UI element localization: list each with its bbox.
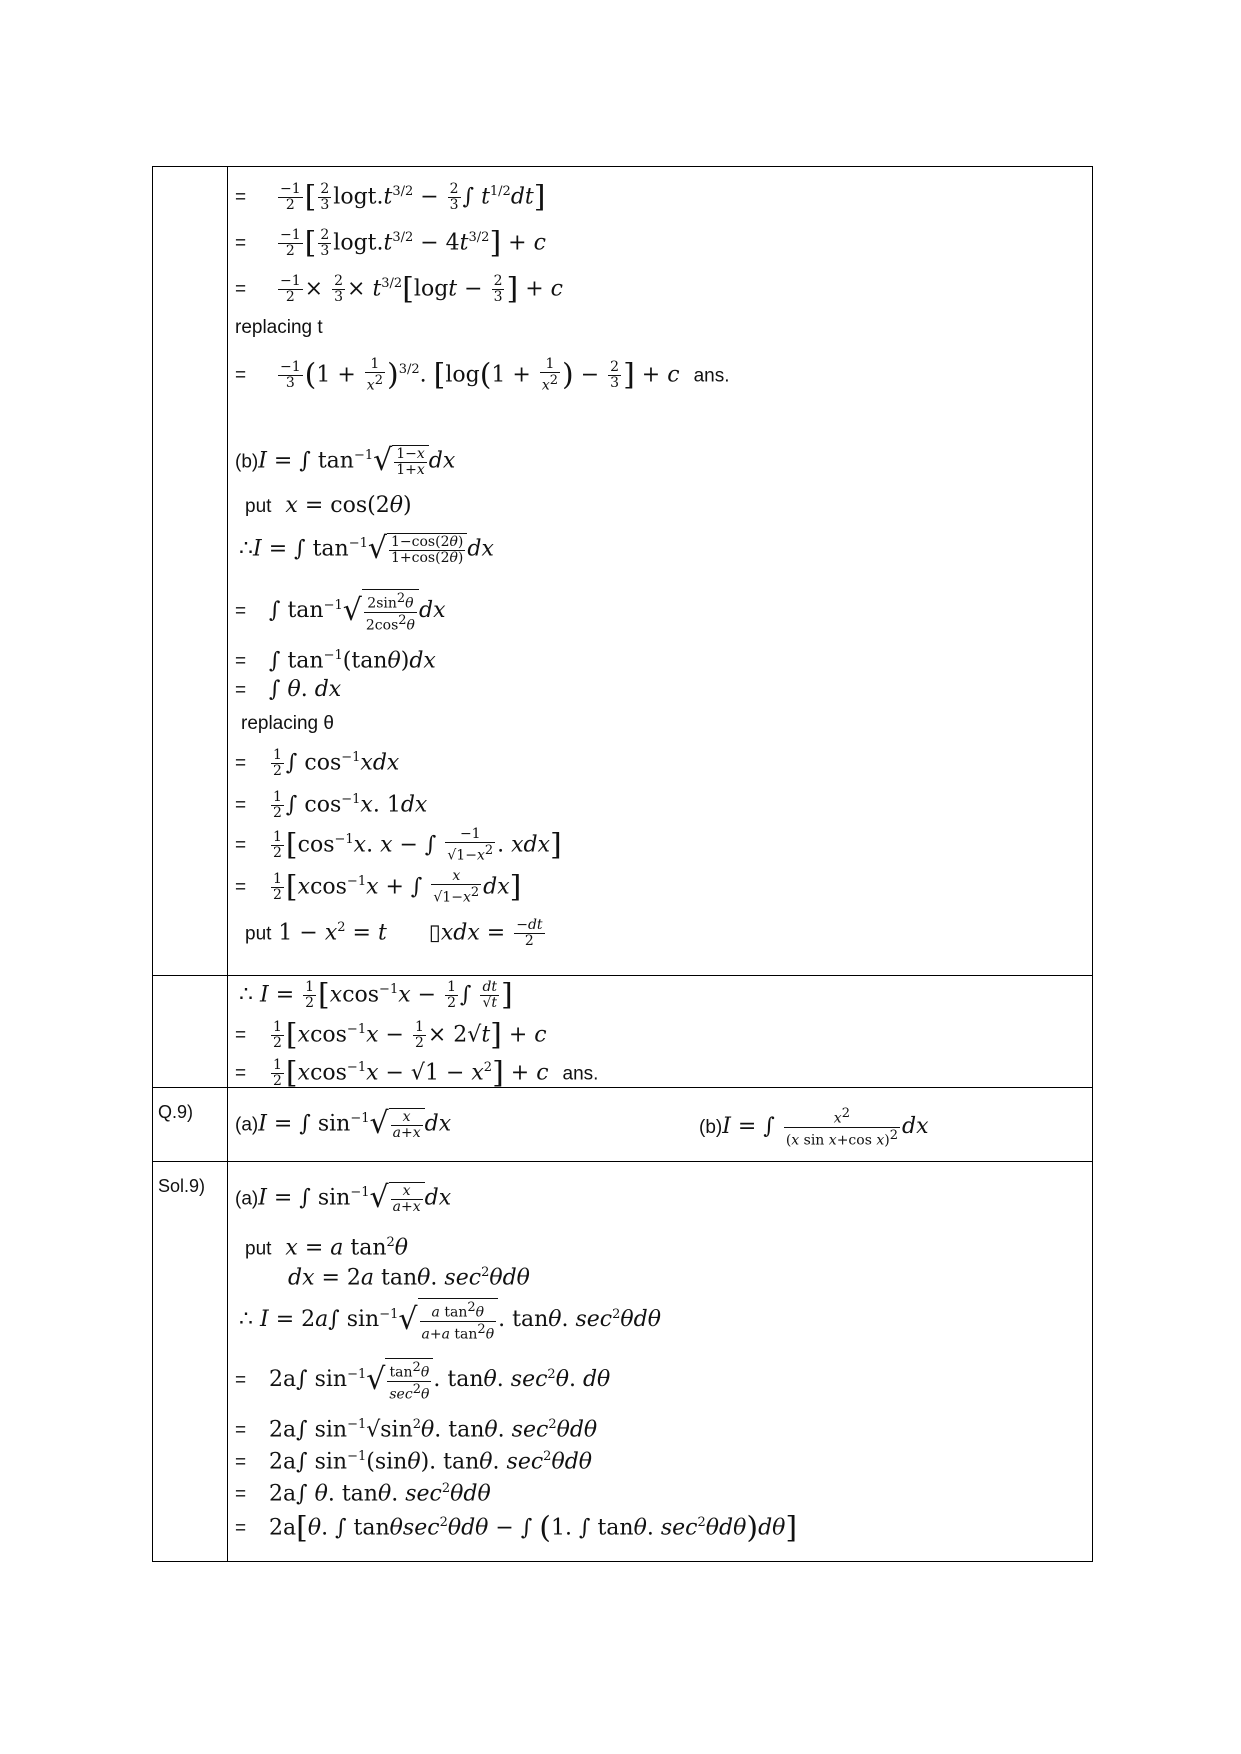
- put-label: put: [245, 496, 272, 517]
- ans-label: ans.: [562, 1063, 599, 1085]
- row-label: Sol.9): [158, 1176, 206, 1196]
- equals-sign: =: [235, 1452, 247, 1474]
- question-part-a: (a)I = ∫ $\sin^{-1}$ √ $\frac{x}{a+x}$ dx: [235, 1106, 452, 1142]
- equals-sign: =: [235, 365, 247, 387]
- equals-sign: =: [235, 1025, 247, 1047]
- replacing-theta-text: replacing θ: [241, 713, 334, 734]
- row-label-cell: [153, 1162, 228, 1561]
- equals-sign: =: [235, 1484, 247, 1506]
- equals-sign: =: [235, 1063, 247, 1085]
- row-label-cell: [153, 1088, 228, 1161]
- equation-line: = $\frac{-1}{3}$ (1 + $\frac{1}{x^2}$ )$^{3/2}$. [log(1 + $\frac{1}{x^2}$ ) − $\frac{2}{3}$ ] + c ans.: [235, 356, 730, 394]
- put-label: put: [245, 1238, 272, 1260]
- put-label: put: [245, 923, 272, 945]
- equation-line: = ∫ θ. dx: [235, 677, 342, 702]
- equals-sign: =: [235, 601, 247, 623]
- equation-line: ∴ I = $\frac{1}{2}$ [xcos$^{-1}$x − $\frac{1}{2}$ ∫ $\frac{dt}{√t}$ ]: [239, 977, 513, 1013]
- equation-line: = 2a∫ θ. tanθ. $\sec^2\theta d\theta$: [235, 1481, 491, 1507]
- row-1-overflow: [152, 166, 1093, 976]
- equals-sign: =: [235, 680, 247, 701]
- table-row-continuation: [152, 975, 1093, 1091]
- row-label: Q.9): [158, 1102, 194, 1122]
- table-row: [152, 1087, 1093, 1162]
- equation-line: (b)I = ∫ $\tan^{-1}$ √ $\frac{1-x}{1+x}$ dx: [235, 443, 456, 479]
- equation-line: = $\frac{1}{2}$ $[xcos^{-1}x - √1 - x^2] + c$ ans.: [235, 1055, 599, 1091]
- equation-line: = 2a∫ $\sin^{-1}√\sin^2\theta$. tanθ. $\sec^2\theta d\theta$: [235, 1417, 598, 1443]
- replacing-t-text: replacing t: [235, 317, 323, 338]
- part-b-label: (b): [699, 1117, 723, 1139]
- part-a-label: (a): [235, 1114, 259, 1136]
- equation-line: (a)I = ∫ $\sin^{-1}$ √ $\frac{x}{a+x}$ dx: [235, 1180, 452, 1216]
- equals-sign: =: [235, 835, 247, 857]
- ans-label: ans.: [693, 365, 730, 387]
- equation-line: ∴ I = 2a∫ $\sin^{-1}$ √ $\frac{a \tan^2\theta}{a+a \tan^2\theta}$ . tanθ. $\sec^2\theta d\theta$: [239, 1300, 661, 1343]
- missing-glyph: ▯: [428, 920, 441, 946]
- solution-table: [152, 166, 1095, 1562]
- equation-line: = ∫ $\tan^{-1}$ √ $\frac{2\sin^2\theta}{2\cos^2\theta}$ dx: [235, 591, 446, 634]
- equals-sign: =: [235, 1370, 247, 1392]
- equals-sign: =: [235, 795, 247, 817]
- equation-line: = $\frac{-1}{2}$ [ $\frac{2}{3}$ $\log t.t^{3/2} - 4t^{3/2}] + c$: [235, 225, 546, 261]
- equation-line: = 2a∫ $\sin^{-1}$ √ $\frac{\tan^2\theta}{\sec^2\theta}$ . tanθ. $\sec^2\theta$. dθ: [235, 1360, 611, 1403]
- equals-sign: =: [235, 233, 247, 255]
- equation-line: ∴I = ∫ $\tan^{-1}$ √ $\frac{1-\cos(2\theta)}{1+\cos(2\theta)}$ dx: [239, 531, 494, 567]
- row-label-cell: [153, 975, 228, 1087]
- equation-line: = $\frac{1}{2}$ ∫ $\cos^{-1}x$. 1dx: [235, 788, 428, 821]
- equation-line: put x = cos(2θ): [245, 493, 412, 518]
- equation-line: = $\frac{-1}{2}$ × $\frac{2}{3}$ × $t^{3/2}[\log t$ − $\frac{2}{3}$ ] + c: [235, 271, 563, 307]
- equals-sign: =: [235, 1420, 247, 1442]
- part-a-label: (a): [235, 1188, 259, 1210]
- equals-sign: =: [235, 651, 247, 673]
- part-b-label: (b): [235, 451, 259, 473]
- equation-line: = $\frac{-1}{2}$ [ $\frac{2}{3}$ $\log t.t^{3/2}$ − $\frac{2}{3}$ ∫ $t^{1/2}dt$]: [235, 179, 546, 215]
- equation-line: = ∫ $\tan^{-1}(\tan\theta)dx$: [235, 648, 436, 674]
- equation-line: = $\frac{1}{2}$ ∫ $\cos^{-1}xdx$: [235, 746, 400, 779]
- equals-sign: =: [235, 279, 247, 301]
- equation-line: = 2a[θ. ∫ tanθsec$^2$θdθ − ∫ (1. ∫ tanθ. $\sec^2\theta d\theta)d\theta$]: [235, 1510, 798, 1546]
- equals-sign: =: [235, 1518, 247, 1540]
- equation-line: dx = 2a tanθ. $\sec^2\theta d\theta$: [288, 1265, 530, 1291]
- equation-line: = $\frac{1}{2}$ [$\cos^{-1}x$. x − ∫ $\frac{-1}{√1-x^2}$ . xdx]: [235, 826, 562, 864]
- equation-line: = $\frac{1}{2}$ [xcos$^{-1}$x + ∫ $\frac{x}{√1-x^2}$ dx]: [235, 868, 522, 906]
- question-part-b: (b)I = ∫ $\frac{x^2}{(x \sin x+\cos x)^2}$ dx: [699, 1106, 929, 1149]
- table-row: [152, 1161, 1093, 1562]
- equation-line: put $1 - x^2 = t$ ▯xdx = $\frac{-dt}{2}$: [245, 916, 543, 949]
- equals-sign: =: [235, 187, 247, 209]
- equals-sign: =: [235, 877, 247, 899]
- equals-sign: =: [235, 753, 247, 775]
- equation-line: = $\frac{1}{2}$ [xcos$^{-1}$x − $\frac{1}{2}$ × 2√t] + c: [235, 1017, 547, 1053]
- equation-line: = 2a∫ $\sin^{-1}(\sin\theta)$. tanθ. $\sec^2\theta d\theta$: [235, 1449, 593, 1475]
- equation-line: put x = a $\tan^2\theta$: [245, 1235, 409, 1261]
